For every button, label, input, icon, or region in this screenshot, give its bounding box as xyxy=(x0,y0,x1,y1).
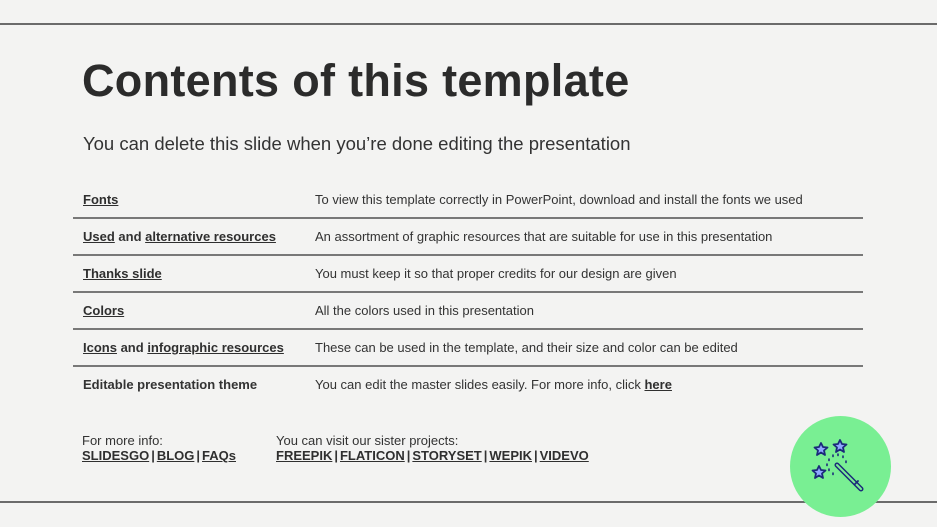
table-row-theme xyxy=(73,367,863,402)
slide-subtitle: You can delete this slide when you’re done editing the presentation xyxy=(83,133,631,154)
wepik-link[interactable]: WEPIK xyxy=(489,448,532,463)
row-label xyxy=(73,266,315,281)
and-text: and xyxy=(116,340,148,355)
row-label xyxy=(73,303,315,318)
storyset-link[interactable]: STORYSET xyxy=(412,448,482,463)
row-description: These can be used in the template, and their size and color can be edited xyxy=(315,340,738,355)
row-label xyxy=(73,229,315,244)
row-description: You must keep it so that proper credits for our design are given xyxy=(315,266,677,281)
separator: | xyxy=(406,448,411,463)
top-divider xyxy=(0,23,937,25)
magic-wand-icon xyxy=(811,437,871,497)
bottom-divider xyxy=(0,501,937,503)
row-description: All the colors used in this presentation xyxy=(315,303,534,318)
separator: | xyxy=(334,448,338,463)
more-info-links xyxy=(82,448,236,463)
separator: | xyxy=(196,448,201,463)
faqs-link[interactable]: FAQs xyxy=(202,448,236,463)
thanks-slide-link[interactable]: Thanks slide xyxy=(83,266,162,281)
row-label xyxy=(73,340,315,355)
table-row-thanks xyxy=(73,256,863,293)
colors-link[interactable]: Colors xyxy=(83,303,125,318)
infographic-resources-link[interactable]: infographic resources xyxy=(147,340,284,355)
table-row-colors xyxy=(73,293,863,330)
table-row-icons xyxy=(73,330,863,367)
icons-link[interactable]: Icons xyxy=(83,340,117,355)
magic-badge xyxy=(790,416,891,517)
slidesgo-link[interactable]: SLIDESGO xyxy=(82,448,150,463)
sister-projects-links xyxy=(276,448,589,463)
separator: | xyxy=(534,448,538,463)
table-row-fonts xyxy=(73,182,863,219)
contents-table xyxy=(73,182,863,402)
sister-projects-label: You can visit our sister projects: xyxy=(276,433,459,448)
theme-description: You can edit the master slides easily. For more info, click xyxy=(315,377,645,392)
blog-link[interactable]: BLOG xyxy=(156,448,195,463)
and-text: and xyxy=(114,229,146,244)
more-info-label: For more info: xyxy=(82,433,163,448)
separator: | xyxy=(151,448,155,463)
sister-projects-block xyxy=(276,433,589,463)
row-label: Editable presentation theme xyxy=(83,377,258,392)
more-info-block xyxy=(82,433,236,463)
separator: | xyxy=(483,448,488,463)
row-label xyxy=(73,192,315,207)
used-resources-link[interactable]: Used xyxy=(83,229,115,244)
freepik-link[interactable]: FREEPIK xyxy=(276,448,333,463)
row-description: An assortment of graphic resources that are suitable for use in this presentation xyxy=(315,229,773,244)
slide-title: Contents of this template xyxy=(82,55,630,106)
flaticon-link[interactable]: FLATICON xyxy=(339,448,405,463)
row-description xyxy=(315,377,863,392)
here-link[interactable]: here xyxy=(644,377,672,392)
row-description: To view this template correctly in PowerPoint, download and install the fonts we used xyxy=(315,192,803,207)
table-row-resources xyxy=(73,219,863,256)
fonts-link[interactable]: Fonts xyxy=(83,192,119,207)
alternative-resources-link[interactable]: alternative resources xyxy=(145,229,276,244)
videvo-link[interactable]: VIDEVO xyxy=(539,448,589,463)
